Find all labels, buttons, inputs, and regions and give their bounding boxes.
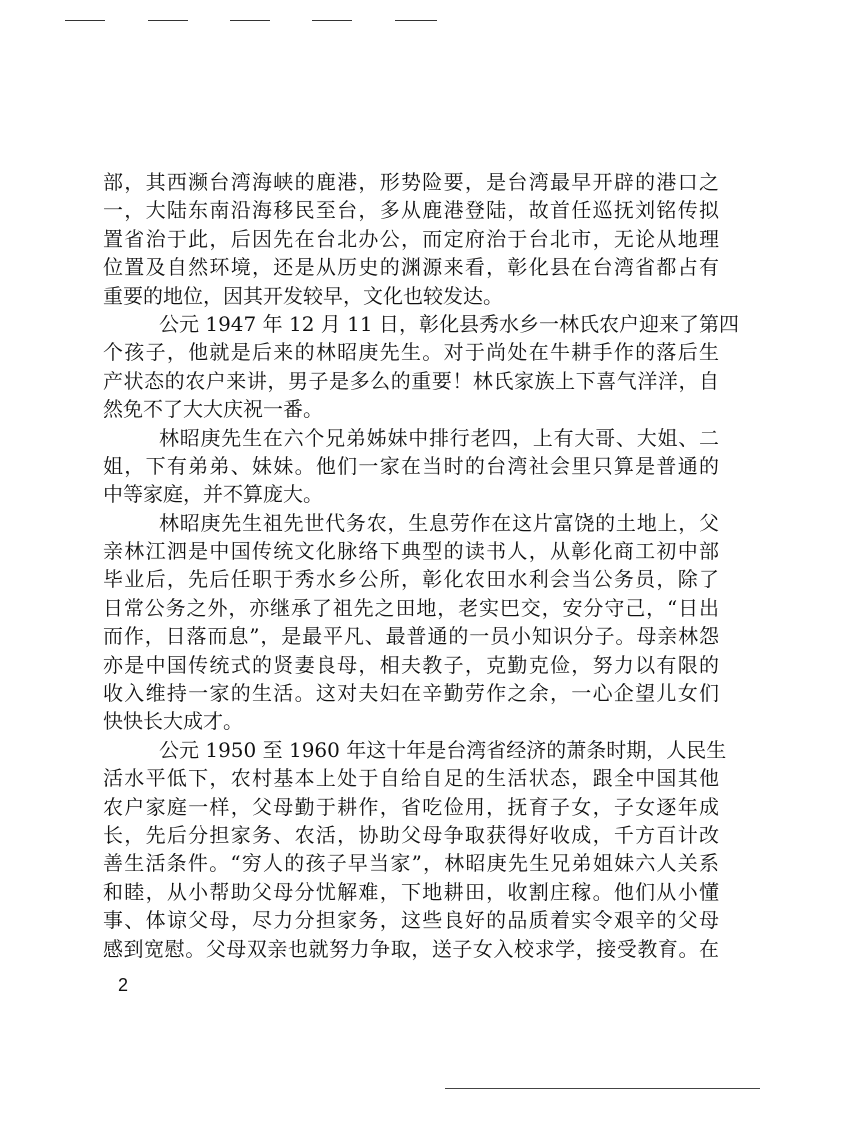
page-number: 2	[118, 975, 129, 995]
text-line: 公元 1950 至 1960 年这十年是台湾省经济的萧条时期，人民生	[159, 737, 727, 762]
text-line: 一，大陆东南沿海移民至台，多从鹿港登陆，故首任巡抚刘铭传拟	[103, 198, 719, 223]
header-rule-segment	[65, 20, 105, 21]
footer-rule	[445, 1088, 760, 1089]
text-line: 长，先后分担家务、农活，协助父母争取获得好收成，千方百计改	[103, 822, 719, 847]
text-line: 感到宽慰。父母双亲也就努力争取，送子女入校求学，接受教育。在	[103, 936, 719, 961]
text-line: 然免不了大大庆祝一番。	[103, 397, 323, 422]
text-line: 善生活条件。“穷人的孩子早当家”，林昭庚先生兄弟姐妹六人关系	[103, 851, 719, 876]
text-line: 快快长大成才。	[103, 709, 243, 734]
text-line: 日常公务之外，亦继承了祖先之田地，老实巴交，安分守己，“日出	[103, 595, 719, 620]
text-line: 而作，日落而息”，是最平凡、最普通的一员小知识分子。母亲林怨	[103, 624, 719, 649]
text-line: 置省治于此，后因先在台北办公，而定府治于台北市，无论从地理	[103, 226, 719, 251]
text-line: 和睦，从小帮助父母分忧解难，下地耕田，收割庄稼。他们从小懂	[103, 879, 719, 904]
header-rule-segment	[395, 20, 437, 21]
text-line: 农户家庭一样，父母勤于耕作，省吃俭用，抚育子女，子女逐年成	[103, 794, 719, 819]
text-line: 位置及自然环境，还是从历史的渊源来看，彰化县在台湾省都占有	[103, 255, 719, 280]
text-line: 林昭庚先生祖先世代务农，生息劳作在这片富饶的土地上，父	[159, 510, 719, 535]
text-line: 个孩子，他就是后来的林昭庚先生。对于尚处在牛耕手作的落后生	[103, 340, 719, 365]
text-line: 公元 1947 年 12 月 11 日，彰化县秀水乡一林氏农户迎来了第四	[159, 311, 739, 336]
text-line: 亲林江泗是中国传统文化脉络下典型的读书人，从彰化商工初中部	[103, 539, 719, 564]
text-line: 毕业后，先后任职于秀水乡公所，彰化农田水利会当公务员，除了	[103, 567, 719, 592]
text-line: 林昭庚先生在六个兄弟姊妹中排行老四，上有大哥、大姐、二	[159, 425, 719, 450]
text-line: 姐，下有弟弟、妹妹。他们一家在当时的台湾社会里只算是普通的	[103, 453, 719, 478]
header-rule-segment	[148, 20, 188, 21]
text-line: 中等家庭，并不算庞大。	[103, 482, 323, 507]
text-line: 重要的地位，因其开发较早，文化也较发达。	[103, 283, 503, 308]
text-line: 事、体谅父母，尽力分担家务，这些良好的品质着实令艰辛的父母	[103, 908, 719, 933]
text-line: 部，其西濒台湾海峡的鹿港，形势险要，是台湾最早开辟的港口之	[103, 170, 719, 194]
header-rule-segment	[312, 20, 352, 21]
text-line: 产状态的农户来讲，男子是多么的重要！林氏家族上下喜气洋洋，自	[103, 368, 719, 393]
header-rule-segment	[230, 20, 270, 21]
text-line: 活水平低下，农村基本上处于自给自足的生活状态，跟全中国其他	[103, 766, 719, 791]
text-line: 收入维持一家的生活。这对夫妇在辛勤劳作之余，一心企望儿女们	[103, 681, 719, 706]
text-line: 亦是中国传统式的贤妻良母，相夫教子，克勤克俭，努力以有限的	[103, 652, 719, 677]
body-text	[103, 168, 739, 963]
